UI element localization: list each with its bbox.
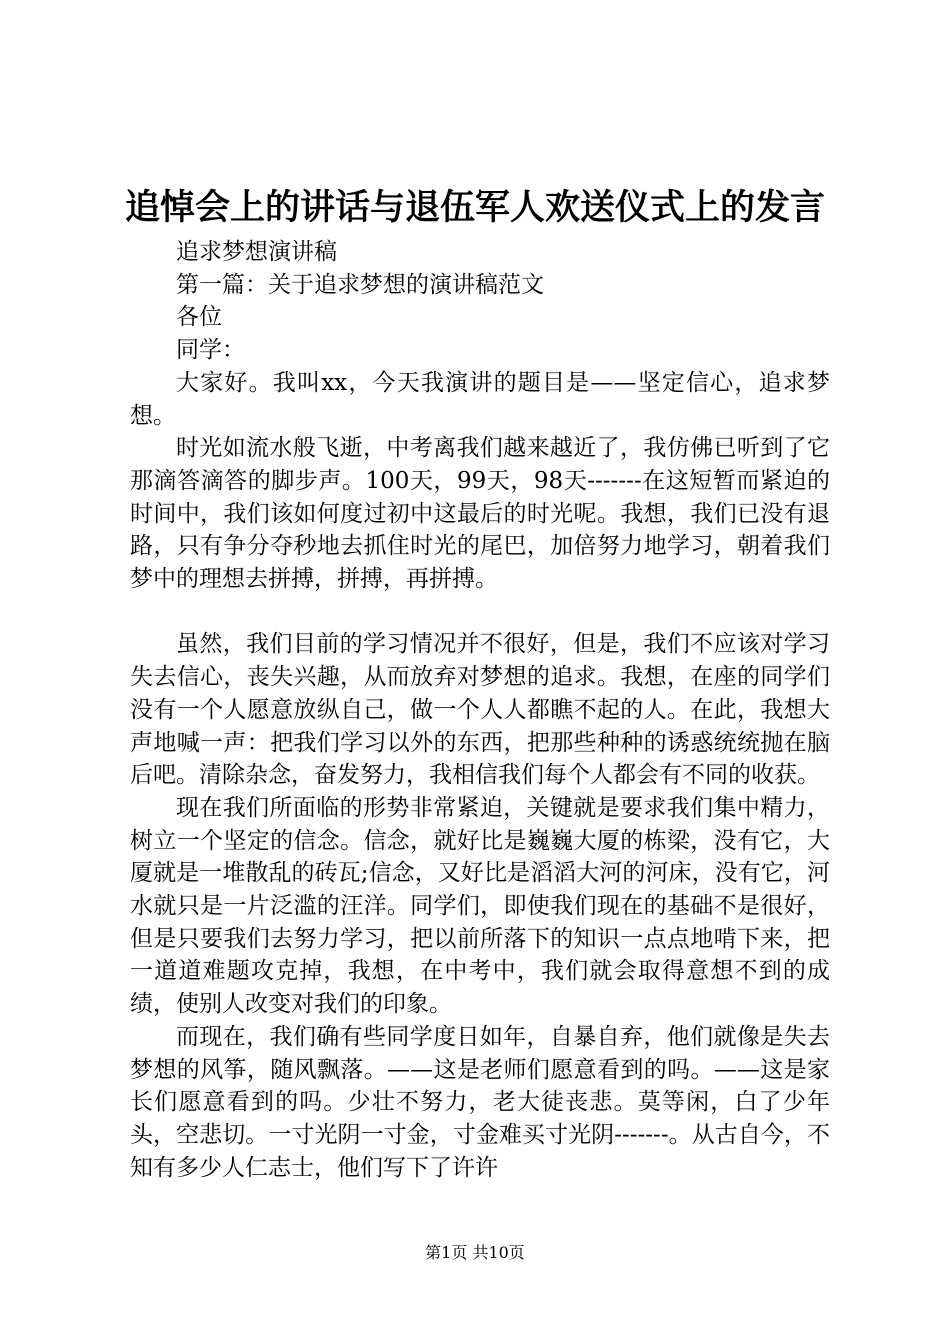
paragraph: 大家好。我叫xx，今天我演讲的题目是——坚定信心，追求梦想。 [130,369,830,429]
paragraph: 各位 [176,304,222,331]
paragraph: 第一篇：关于追求梦想的演讲稿范文 [176,271,544,298]
page-footer: 第1页 共10页 [425,1243,525,1262]
blank-line [130,596,830,629]
document-title: 追悼会上的讲话与退伍军人欢送仪式上的发言 [124,187,825,228]
paragraph: 追求梦想演讲稿 [176,239,337,265]
paragraph: 现在我们所面临的形势非常紧迫，关键就是要求我们集中精力，树立一个坚定的信念。信念，就好比是巍巍大厦的栋梁，没有它，大厦就是一堆散乱的砖瓦;信念，又好比是滔滔大河的河床，没有它，河水就只是一片泛滥的汪洋。同学们，即使我们现在的基础不是很好，但是只要我们去努力学习，把以前所落下的知识一点点地啃下来，把一道道难题攻克掉，我想，在中考中，我们就会取得意想不到的成绩，使别人改变对我们的印象。 [130,794,830,1018]
paragraph: 而现在，我们确有些同学度日如年，自暴自弃，他们就像是失去梦想的风筝，随风飘落。——这是老师们愿意看到的吗。——这是家长们愿意看到的吗。少壮不努力，老大徒丧悲。莫等闲，白了少年头，空悲切。一寸光阴一寸金，寸金难买寸光阴-------。从古自今，不知有多少人仁志士，他们写下了许许 [130,1023,830,1181]
paragraph: 同学： [176,337,245,364]
paragraph: 虽然，我们目前的学习情况并不很好，但是，我们不应该对学习失去信心，丧失兴趣，从而放弃对梦想的追求。我想，在座的同学们没有一个人愿意放纵自己，做一个人人都瞧不起的人。在此，我想大声地喊一声：把我们学习以外的东西，把那些种种的诱惑统统抛在脑后吧。清除杂念，奋发努力，我相信我们每个人都会有不同的收获。 [130,631,830,789]
paragraph: 时光如流水般飞逝，中考离我们越来越近了，我仿佛已听到了它那滴答滴答的脚步声。100天，99天，98天-------在这短暂而紧迫的时间中，我们该如何度过初中这最后的时光呢。我想，我们已没有退路，只有争分夺秒地去抓住时光的尾巴，加倍努力地学习，朝着我们梦中的理想去拼搏，拼搏，再拼搏。 [130,435,830,593]
document-body [130,236,830,1184]
